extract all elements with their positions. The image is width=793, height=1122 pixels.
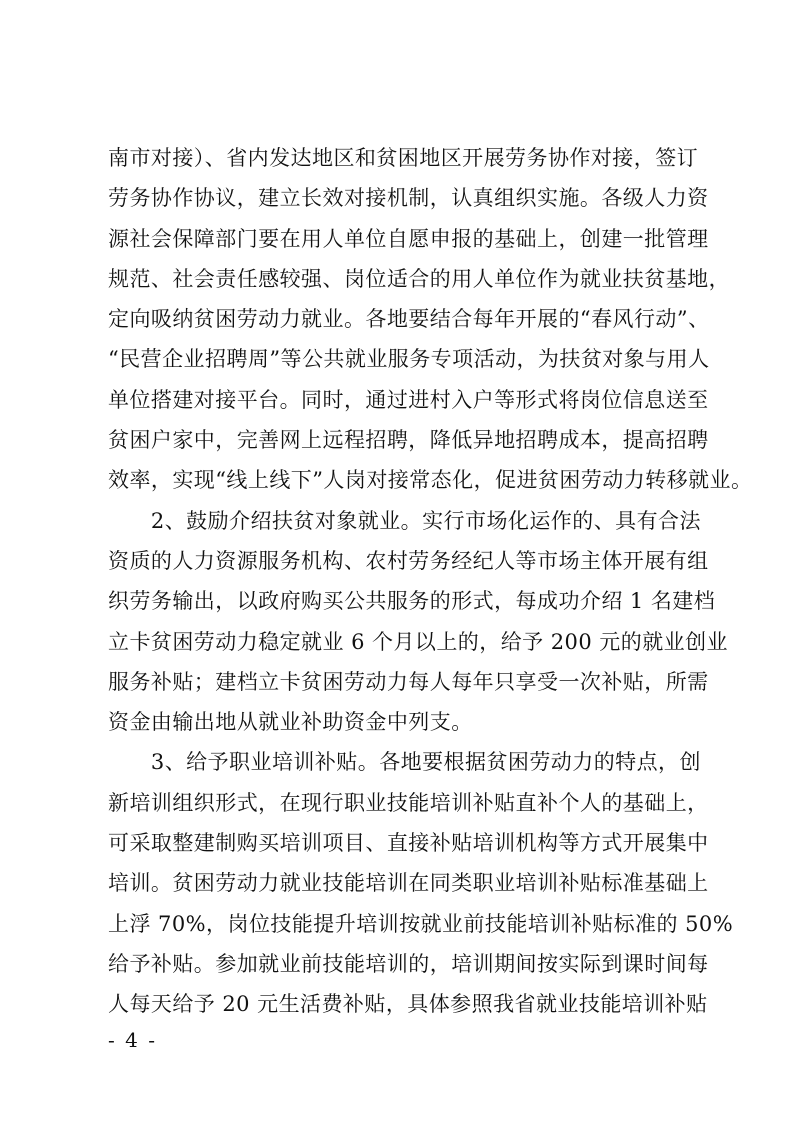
text-line: 效率，实现“线上线下”人岗对接常态化，促进贫困劳动力转移就业。 bbox=[108, 468, 753, 493]
text-line: 服务补贴；建档立卡贫困劳动力每人每年只享受一次补贴，所需 bbox=[108, 669, 709, 694]
text-line: “民营企业招聘周”等公共就业服务专项活动，为扶贫对象与用人 bbox=[108, 347, 710, 372]
text-line: 新培训组织形式，在现行职业技能培训补贴直补个人的基础上， bbox=[108, 790, 709, 815]
text-line: 单位搭建对接平台。同时，通过进村入户等形式将岗位信息送至 bbox=[108, 387, 709, 412]
text-line: 南市对接）、省内发达地区和贫困地区开展劳务协作对接，签订 bbox=[108, 146, 699, 170]
page-number: - 4 - bbox=[108, 1028, 157, 1052]
text-line: 源社会保障部门要在用人单位自愿申报的基础上，创建一批管理 bbox=[108, 226, 709, 251]
text-line: 资金由输出地从就业补助资金中列支。 bbox=[108, 710, 473, 735]
text-line: 人每天给予 20 元生活费补贴，具体参照我省就业技能培训补贴 bbox=[108, 992, 708, 1017]
text-line: 贫困户家中，完善网上远程招聘，降低异地招聘成本，提高招聘 bbox=[108, 428, 709, 453]
text-line: 劳务协作协议，建立长效对接机制，认真组织实施。各级人力资 bbox=[108, 186, 709, 211]
text-line: 立卡贫困劳动力稳定就业 6 个月以上的，给予 200 元的就业创业 bbox=[108, 629, 728, 654]
text-line: 上浮 70%，岗位技能提升培训按就业前技能培训补贴标准的 50% bbox=[108, 911, 734, 936]
text-line: 给予补贴。参加就业前技能培训的，培训期间按实际到课时间每 bbox=[108, 951, 709, 976]
text-line: 织劳务输出，以政府购买公共服务的形式，每成功介绍 1 名建档 bbox=[108, 589, 716, 614]
paragraph-3-start: 3、给予职业培训补贴。各地要根据贫困劳动力的特点，创 bbox=[108, 750, 701, 775]
text-line: 规范、社会责任感较强、岗位适合的用人单位作为就业扶贫基地， bbox=[108, 266, 731, 291]
paragraph-2-start: 2、鼓励介绍扶贫对象就业。实行市场化运作的、具有合法 bbox=[108, 508, 701, 533]
text-line: 可采取整建制购买培训项目、直接补贴培训机构等方式开展集中 bbox=[108, 831, 709, 856]
text-line: 培训。贫困劳动力就业技能培训在同类职业培训补贴标准基础上 bbox=[108, 871, 709, 896]
text-line: 资质的人力资源服务机构、农村劳务经纪人等市场主体开展有组 bbox=[108, 548, 709, 573]
text-line: 定向吸纳贫困劳动力就业。各地要结合每年开展的“春风行动”、 bbox=[108, 307, 710, 332]
body-text bbox=[108, 138, 753, 1025]
